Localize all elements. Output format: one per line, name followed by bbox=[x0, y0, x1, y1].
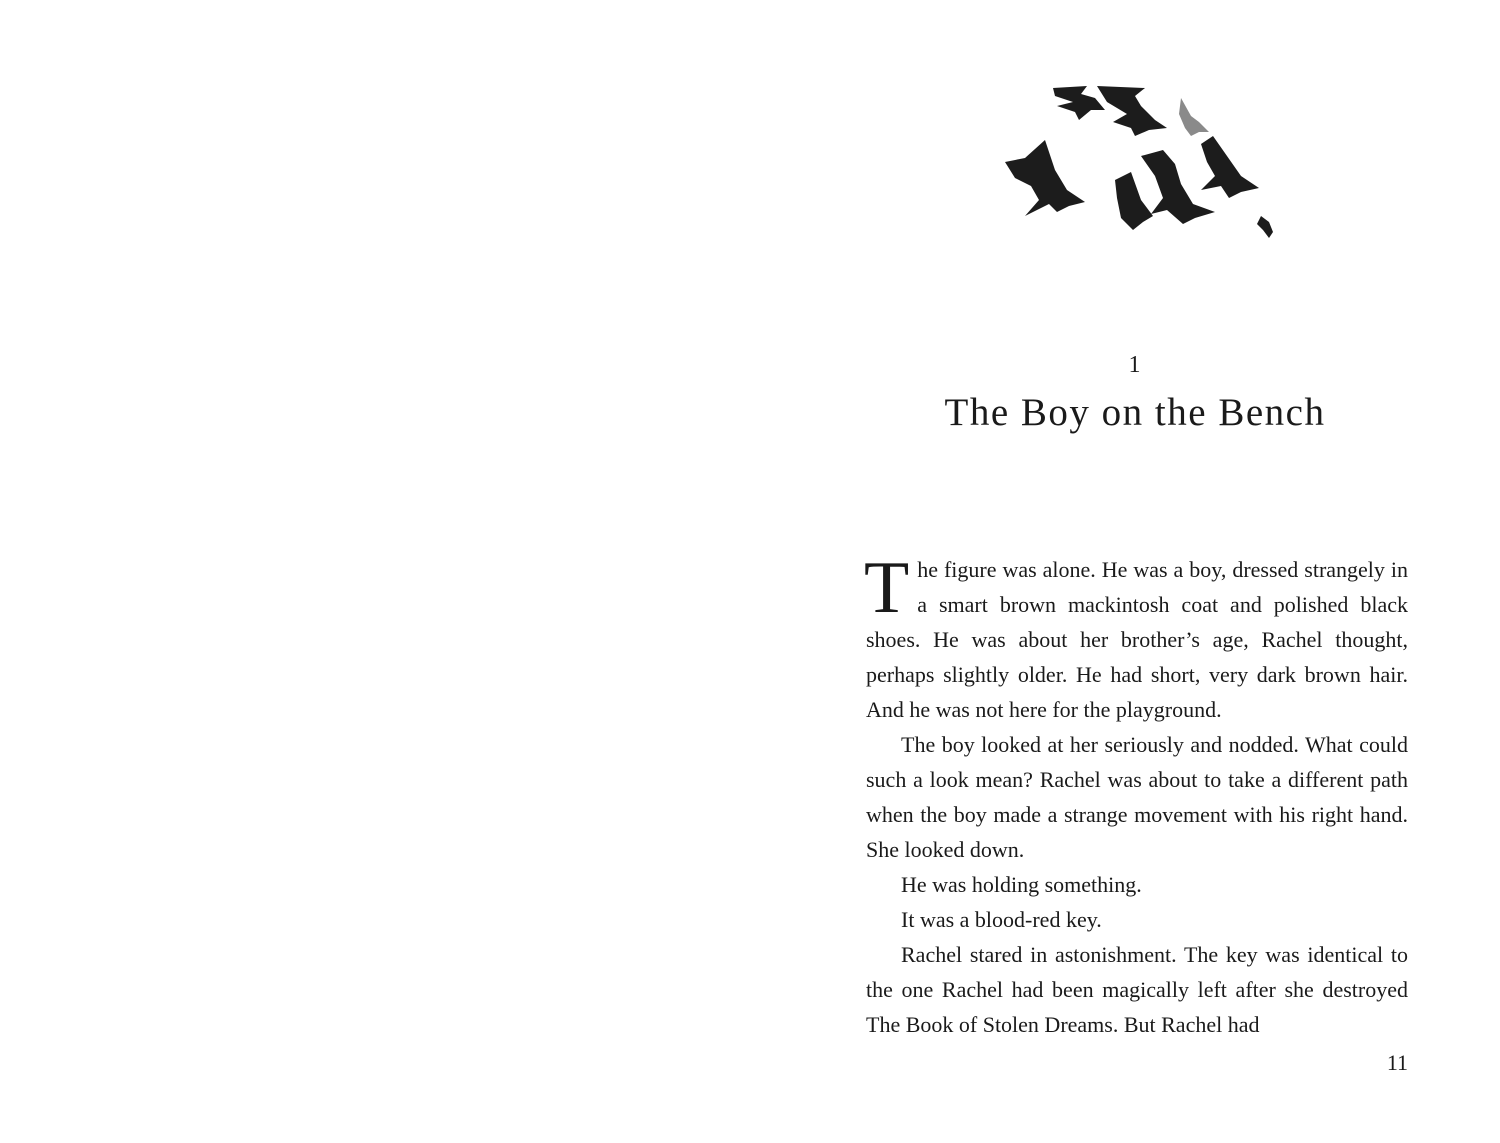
crow-icon bbox=[1097, 86, 1167, 136]
crow-icon bbox=[1257, 216, 1273, 238]
chapter-number: 1 bbox=[1128, 352, 1142, 378]
paragraph: He was holding something. bbox=[901, 872, 1142, 897]
page-number: 11 bbox=[1386, 1050, 1408, 1075]
paragraph bbox=[864, 547, 1408, 727]
crow-icon bbox=[1141, 150, 1215, 224]
drop-cap: T bbox=[864, 547, 910, 629]
crow-icon bbox=[1115, 172, 1153, 230]
flock-of-crows-illustration bbox=[995, 80, 1285, 250]
paragraph: The boy looked at her seriously and nodded. What could such a look mean? Rachel was about to take a different path when the boy made a strange movement with his right hand. She looked down. bbox=[866, 732, 1408, 862]
chapter-body-text bbox=[864, 547, 1408, 1042]
paragraph-text: he figure was alone. He was a boy, dressed strangely in a smart brown mackintosh coat and polished black shoes. He was about her brother’s age, Rachel thought, perhaps slightly older. He had short, very dark brown hair. And he was not here for the playground. bbox=[866, 557, 1408, 722]
paragraph: It was a blood-red key. bbox=[901, 907, 1102, 932]
crow-icon bbox=[1005, 140, 1085, 216]
crow-icon bbox=[1053, 86, 1105, 120]
paragraph: Rachel stared in astonishment. The key was identical to the one Rachel had been magically left after she destroyed The Book of Stolen Dreams. But Rachel had bbox=[866, 942, 1408, 1037]
crow-icon bbox=[1179, 98, 1209, 136]
crow-icon bbox=[1201, 136, 1259, 198]
chapter-title: The Boy on the Bench bbox=[944, 391, 1326, 434]
